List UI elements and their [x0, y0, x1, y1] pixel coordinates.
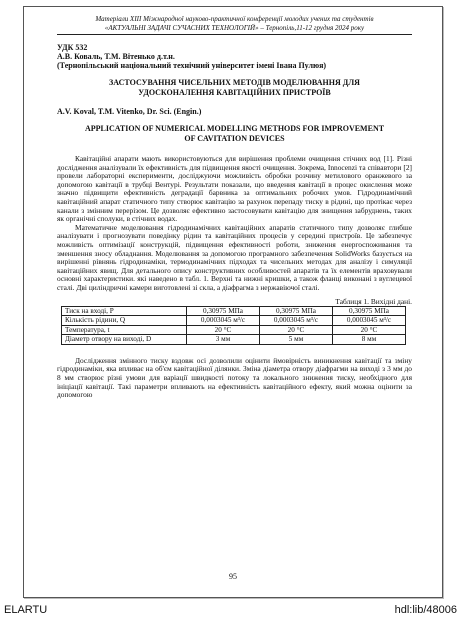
handle-identifier: hdl:lib/48006 — [394, 604, 457, 616]
conference-header-line-1: Матеріали XIII Міжнародної науково-практичної конференції молодих учених та студентів — [95, 15, 374, 23]
table-cell: 0,30975 МПа — [187, 306, 260, 316]
table-row — [62, 306, 406, 316]
page-number: 95 — [229, 572, 237, 581]
page-content — [57, 15, 412, 400]
table-cell: 0,0003045 м³/с — [260, 316, 333, 326]
body-paragraph-2: Математичне моделювання гідродинамічних кавітаційних апаратів статичного типу дозволяє глибше аналізувати і прогнозувати поведінку рідин та кавітаційних процесів у середині пристроїв. Це забезпечує можливість оптимізації конструкцій, підвищення ефективності роботи, зниження енергоспоживання та зменшення зносу обладнання. Моделювання за допомогою програмного забезпечення SolidWorks базується на вирішенні рівнянь гідродинаміки, термодинамічних підходах та чисельних методах для аналізу і симуляції кавітаційних явищ. Для детального опису конструктивних особливостей апаратів та їх елементів враховували основні характеристики. які наведено в табл. 1. Верхні та нижні кришки, а також фланці виконані з вуглецевої сталі. Дві циліндричні камери виготовлені зі скла, а діафрагма з нержавіючої сталі. — [57, 222, 412, 292]
table-cell: 3 мм — [187, 335, 260, 345]
table-cell: 8 мм — [333, 335, 406, 345]
authors-en: A.V. Koval, T.M. Vitenko, Dr. Sci. (Engin.) — [57, 107, 202, 116]
table-cell: 20 °С — [333, 325, 406, 335]
table-cell: 0,0003045 м³/с — [333, 316, 406, 326]
authors-ua: А.В. Коваль, Т.М. Вітенько д.т.н. — [57, 52, 175, 61]
body-paragraph-1: Кавітаційні апарати мають використовуються для вирішення проблеми очищення стічних вод [1]. Різні дослідження аналізували їх ефективність для підвищення якості очищення. Зокрема, Innocenzi та співавтори [2] провели лабораторні експерименти, досліджуючи можливість обробки розчину метилового оранжевого за допомогою кавітації в трубці Вентурі. Результати показали, що введення кавітації в процес окислення може значно підвищити ефективність деградації барвника за оптимальних робочих умов. Гідродинамічний кавітаційний апарат статичного типу створює кавітацію за рахунок перепаду тиску в рідині, що протікає через канали з змінним перерізом. Це дозволяє ефективно застосовувати кавітацію для знищення забруднень, таких як органічні сполуки, в стічних водах. — [57, 154, 412, 224]
table-row — [62, 335, 406, 345]
conference-header-line-2: «АКТУАЛЬНІ ЗАДАЧІ СУЧАСНИХ ТЕХНОЛОГІЙ» – Тернопіль,11-12 грудня 2024 року — [104, 23, 365, 32]
body-paragraph-3: Дослідження змінного тиску вздовж осі дозволили оцінити ймовірність виникнення кавітації та зміну гідродинаміки, яка впливає на об'єм кавітаційної ділянки. Зміна діаметра отвору діафрагми на виході з 3 мм до 8 мм створює різні умови для варіації швидкості потоку та локального зниження тиску, необхідного для ініціації кавітації. Такі параметри впливають на ефективність кавітаційного ефекту, який можна оцінити за допомогою — [57, 355, 412, 400]
table-row-label: Кількість рідини, Q — [62, 316, 187, 326]
table-cell: 0,0003045 м³/с — [187, 316, 260, 326]
udc-code: УДК 532 — [57, 43, 88, 52]
header-divider — [57, 34, 412, 35]
table-row — [62, 316, 406, 326]
affiliation-ua: (Тернопільський національний технічний університет імені Івана Пулюя) — [57, 61, 327, 70]
title-ua-line-1: ЗАСТОСУВАННЯ ЧИСЕЛЬНИХ МЕТОДІВ МОДЕЛЮВАННЯ ДЛЯ — [109, 78, 360, 87]
title-en-line-1: APPLICATION OF NUMERICAL MODELLING METHODS FOR IMPROVEMENT — [84, 124, 385, 133]
table-cell: 20 °С — [260, 325, 333, 335]
conference-header — [57, 15, 412, 32]
table-row-label: Тиск на вході, P — [62, 306, 187, 316]
title-en-line-2: OF CAVITATION DEVICES — [184, 133, 285, 143]
table-caption: Таблиця 1. Вихідні дані. — [335, 296, 412, 306]
document-page — [23, 6, 443, 598]
table-row-label: Температура, t — [62, 325, 187, 335]
table-cell: 20 °С — [187, 325, 260, 335]
table-row — [62, 325, 406, 335]
title-ua — [57, 78, 412, 97]
title-en — [57, 124, 412, 143]
table-row-label: Діаметр отвору на виході, D — [62, 335, 187, 345]
table-cell: 0,30975 МПа — [260, 306, 333, 316]
repository-name: ELARTU — [4, 604, 48, 616]
repository-footer — [0, 600, 463, 620]
table-cell: 0,30975 МПа — [333, 306, 406, 316]
input-data-table — [61, 306, 406, 345]
title-ua-line-2: УДОСКОНАЛЕННЯ КАВІТАЦІЙНИХ ПРИСТРОЇВ — [138, 87, 331, 97]
table-cell: 5 мм — [260, 335, 333, 345]
